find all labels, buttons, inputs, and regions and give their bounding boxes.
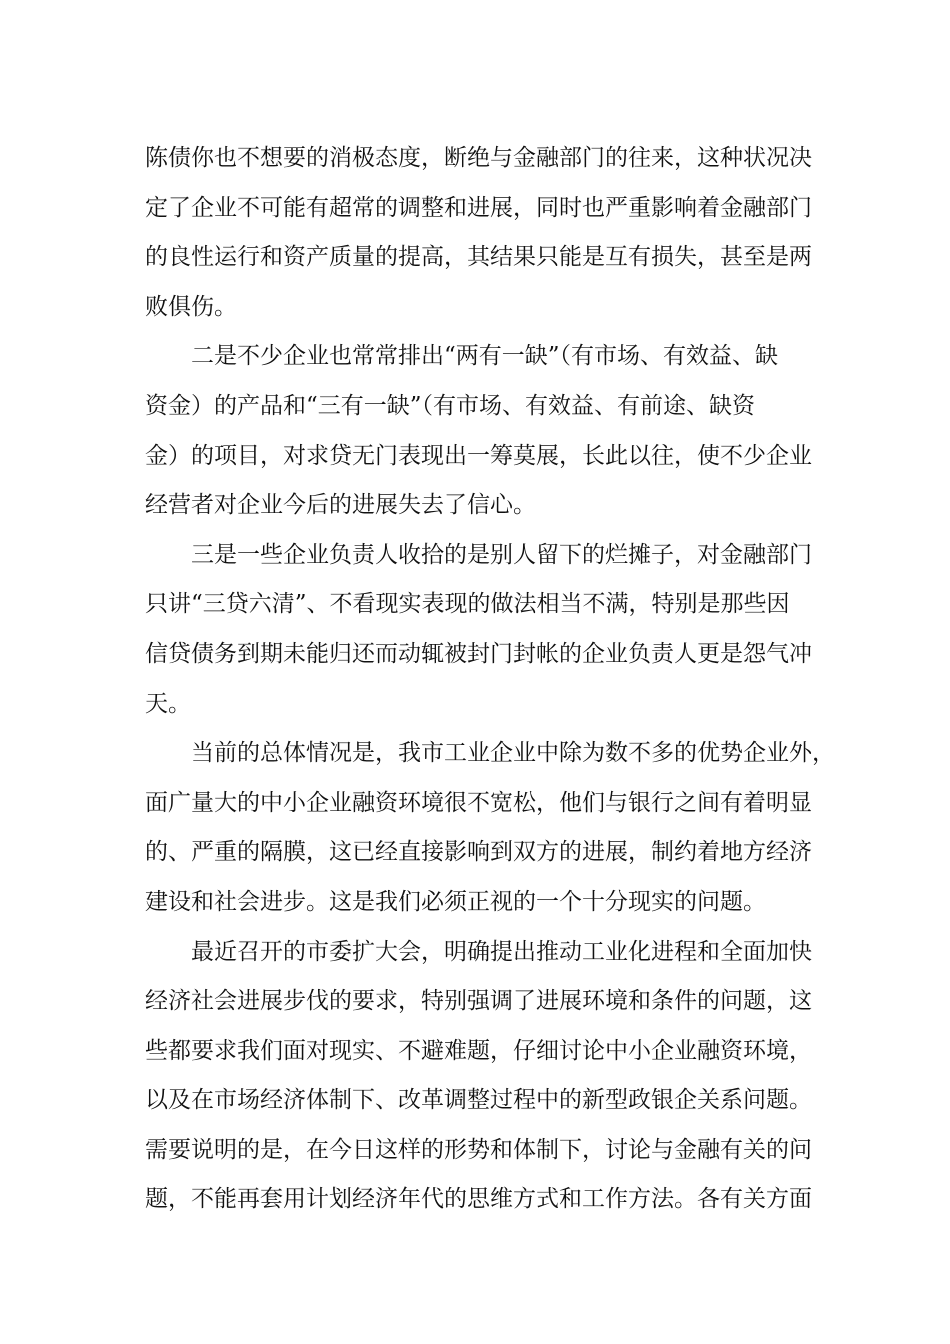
document-body bbox=[145, 134, 835, 1225]
text-line: 金）的项目，对求贷无门表现出一筹莫展，长此以往，使不少企业 bbox=[145, 442, 812, 469]
text-line: 败俱伤。 bbox=[145, 293, 237, 320]
text-line: 只讲“三贷六清”、不看现实表现的做法相当不满，特别是那些因 bbox=[145, 591, 790, 618]
text-line: 经济社会进展步伐的要求，特别强调了进展环境和条件的问题，这 bbox=[145, 988, 812, 1015]
paragraph-first-line: 最近召开的市委扩大会，明确提出推动工业化进程和全面加快 bbox=[191, 938, 812, 965]
text-line: 以及在市场经济体制下、改革调整过程中的新型政银企关系问题。 bbox=[145, 1087, 812, 1114]
text-line: 经营者对企业今后的进展失去了信心。 bbox=[145, 492, 536, 519]
text-line: 建设和社会进步。这是我们必须正视的一个十分现实的问题。 bbox=[145, 888, 766, 915]
text-line: 资金）的产品和“三有一缺”（有市场、有效益、有前途、缺资 bbox=[145, 392, 756, 419]
paragraph-first-line: 当前的总体情况是，我市工业企业中除为数不多的优势企业外， bbox=[191, 740, 835, 767]
text-line: 定了企业不可能有超常的调整和进展，同时也严重影响着金融部门 bbox=[145, 194, 812, 221]
paragraph-first-line: 三是一些企业负责人收拾的是别人留下的烂摊子，对金融部门 bbox=[191, 541, 812, 568]
text-line: 题，不能再套用计划经济年代的思维方式和工作方法。各有关方面 bbox=[145, 1186, 812, 1213]
paragraph-first-line: 二是不少企业也常常排出“两有一缺”（有市场、有效益、缺 bbox=[191, 343, 779, 370]
text-line: 陈债你也不想要的消极态度，断绝与金融部门的往来，这种状况决 bbox=[145, 145, 812, 171]
text-line: 面广量大的中小企业融资环境很不宽松，他们与银行之间有着明显 bbox=[145, 789, 812, 816]
text-line: 的良性运行和资产质量的提高，其结果只能是互有损失，甚至是两 bbox=[145, 244, 812, 271]
text-line: 天。 bbox=[145, 690, 191, 717]
text-line: 的、严重的隔膜，这已经直接影响到双方的进展，制约着地方经济 bbox=[145, 839, 812, 866]
text-line: 些都要求我们面对现实、不避难题，仔细讨论中小企业融资环境， bbox=[145, 1037, 812, 1064]
text-line: 信贷债务到期未能归还而动辄被封门封帐的企业负责人更是怨气冲 bbox=[145, 640, 812, 667]
text-line: 需要说明的是，在今日这样的形势和体制下，讨论与金融有关的问 bbox=[145, 1136, 812, 1163]
